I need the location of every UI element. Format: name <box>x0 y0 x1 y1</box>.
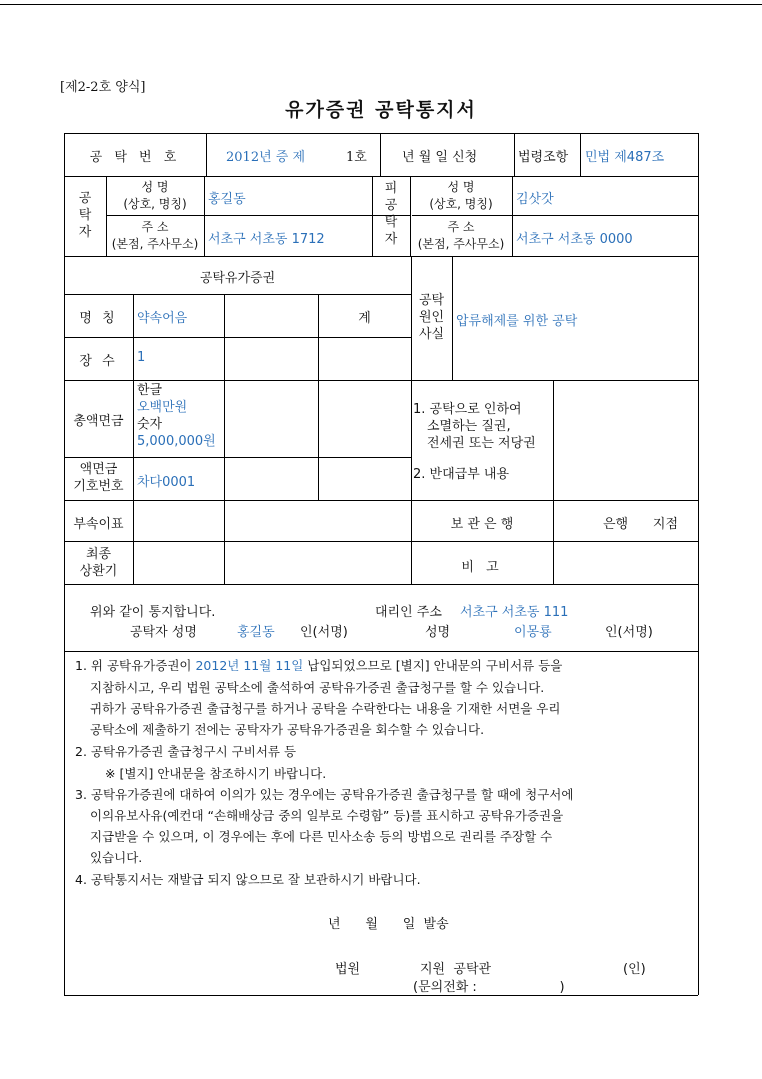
security-name-label: 명 칭 <box>79 311 118 326</box>
cause-value: 압류해제를 위한 공탁 <box>456 314 578 329</box>
depositor-address-value: 서초구 서초동 1712 <box>208 232 325 247</box>
depositor-name-value: 홍길동 <box>208 192 246 207</box>
counter-performance-item: 2. 반대급부 내용 <box>413 467 510 482</box>
agent-name-value: 이몽룡 <box>514 625 552 640</box>
officer-seal: (인) <box>623 962 646 977</box>
respondent-address-value: 서초구 서초동 0000 <box>516 232 633 247</box>
instruction-2: 2. 공탁유가증권 출급청구시 구비서류 등 <box>75 744 297 759</box>
cause-label: 공탁 원인 사실 <box>418 293 445 342</box>
count-label: 장 수 <box>79 354 118 369</box>
redemption-label: 최종 상환기 <box>79 547 118 579</box>
extinguished-rights-item: 1. 공탁으로 인하여 소멸하는 질권, 전세권 또는 저당권 <box>413 402 536 451</box>
respondent-address-label: 주 소 (본점, 주사무소) <box>417 220 505 251</box>
depositor-name-label: 성 명 (상호, 명칭) <box>123 180 187 211</box>
coupon-label: 부속이표 <box>73 517 124 532</box>
custody-bank-value: 은행 지점 <box>603 517 679 532</box>
top-rule <box>0 4 762 5</box>
law-article-label: 법령조항 <box>518 150 569 165</box>
instruction-1-line-2: 지참하시고, 우리 법원 공탁소에 출석하여 공탁유가증권 출급청구를 할 수 있습니다. <box>90 680 545 695</box>
deposit-no-label: 공 탁 번 호 <box>89 150 181 165</box>
depositor-name-sign-value: 홍길동 <box>237 625 275 640</box>
deposit-no-value: 2012년 증 제 <box>226 150 306 165</box>
instruction-4: 4. 공탁통지서는 재발급 되지 않으므로 잘 보관하시기 바랍니다. <box>75 872 421 887</box>
form-number: [제2-2호 양식] <box>60 80 146 95</box>
respondent-name-label: 성 명 (상호, 명칭) <box>429 180 493 211</box>
notice-statement: 위와 같이 통지합니다. <box>90 605 216 620</box>
instruction-1-line-4: 공탁소에 제출하기 전에는 공탁자가 공탁유가증권을 회수할 수 있습니다. <box>90 722 485 737</box>
depositor-seal: 인(서명) <box>300 625 348 640</box>
custody-bank-label: 보 관 은 행 <box>450 517 514 532</box>
document-title: 유가증권 공탁통지서 <box>285 99 477 121</box>
symbol-number-label: 액면금 기호번호 <box>73 462 124 494</box>
inquiry-phone: (문의전화 : ) <box>413 980 565 995</box>
securities-header: 공탁유가증권 <box>199 271 276 286</box>
instruction-2-note: ※ [별지] 안내문을 참조하시기 바랍니다. <box>105 766 327 781</box>
remarks-label: 비 고 <box>461 560 503 575</box>
agent-seal: 인(서명) <box>605 625 653 640</box>
depositor-side-label: 공 탁 자 <box>78 191 92 240</box>
branch-officer-label: 지원 공탁관 <box>420 962 492 977</box>
instruction-3-line-3: 지급받을 수 있으며, 이 경우에는 후에 다른 민사소송 등의 방법으로 권리를 주장할 수 <box>90 829 553 844</box>
instruction-1-line-3: 귀하가 공탁유가증권 출급청구를 하거나 공탁을 수락한다는 내용을 기재한 서면을 우리 <box>90 701 561 716</box>
face-amount-label: 총액면금 <box>73 414 124 429</box>
respondent-name-value: 김삿갓 <box>516 192 554 207</box>
agent-address-label: 대리인 주소 <box>375 605 442 620</box>
symbol-number-value: 차다0001 <box>137 475 196 490</box>
total-label: 계 <box>358 311 371 326</box>
depositor-address-label: 주 소 (본점, 주사무소) <box>111 220 199 251</box>
instruction-3: 3. 공탁유가증권에 대하여 이의가 있는 경우에는 공탁유가증권 출급청구를 할 때에 청구서에 <box>75 787 574 802</box>
agent-name-label: 성명 <box>425 625 451 640</box>
agent-address-value: 서초구 서초동 111 <box>460 605 569 620</box>
security-name-value: 약속어음 <box>137 311 188 326</box>
instruction-1: 1. 위 공탁유가증권이 2012년 11월 11일 납입되었으므로 [별지] 안내문의 구비서류 등을 <box>75 658 563 673</box>
application-date-label: 년 월 일 신청 <box>402 150 478 165</box>
law-article-value: 민법 제487조 <box>585 150 665 165</box>
deposit-no-number: 1호 <box>346 150 367 165</box>
instruction-3-line-2: 이의유보사유(예컨대 “손해배상금 중의 일부로 수령함” 등)를 표시하고 공탁유가증권을 <box>90 808 564 823</box>
court-label: 법원 <box>335 962 361 977</box>
count-value: 1 <box>137 350 146 365</box>
respondent-side-label: 피 공 탁 자 <box>384 181 398 247</box>
instruction-3-line-4: 있습니다. <box>90 850 143 865</box>
dispatch-date: 년 월 일 발송 <box>328 917 449 932</box>
depositor-name-sign-label: 공탁자 성명 <box>130 625 197 640</box>
face-amount-values: 한글 오백만원 숫자 5,000,000원 <box>137 383 216 449</box>
